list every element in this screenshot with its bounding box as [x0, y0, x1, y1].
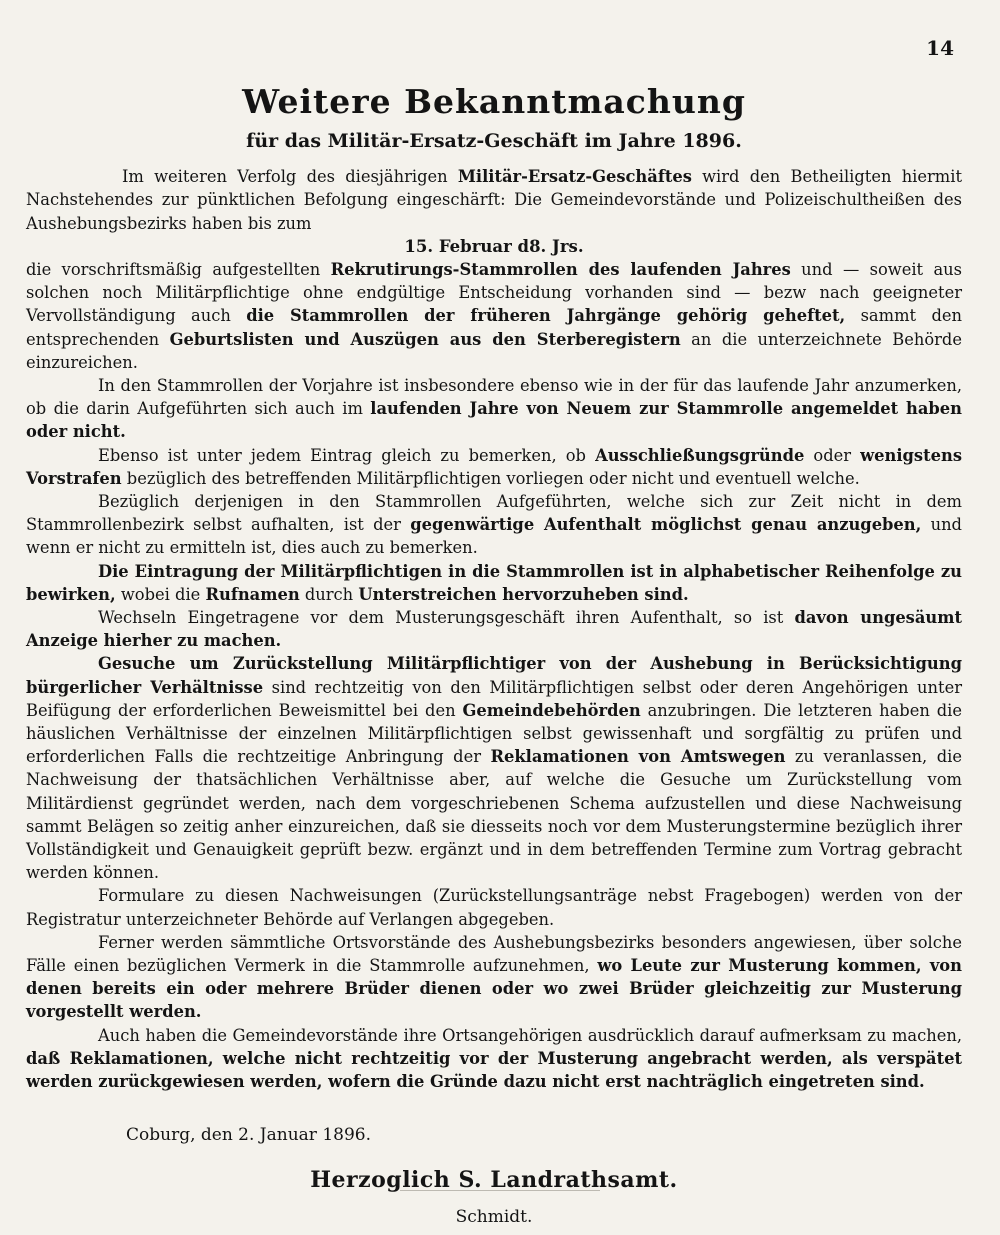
page-number: 14: [926, 36, 954, 60]
paragraph-brueder: Ferner werden sämmtliche Ortsvorstände des Aushebungsbezirks besonders angewiesen, über solche Fälle einen bezüglichen Vermerk in die Stammrolle aufzunehmen, wo Leute zur Musterung kommen, von denen bereits ein oder mehrere Brüder dienen oder wo zwei Brüder gleichzeitig zur Musterung vorgestellt werden.: [26, 932, 962, 1022]
paragraph-stammrollen: die vorschriftsmäßig aufgestellten Rekrutirungs-Stammrollen des laufenden Jahres und — soweit aus solchen noch Militärpflichtige ohne endgültige Entscheidung vorhanden sind — bezw nach geeigneter Vervollständigung auch die Stammrollen der früheren Jahrgänge gehörig geheftet, sammt den entsprechenden Geburtslisten und Auszügen aus den Sterberegistern an die unterzeichnete Behörde einzureichen.: [26, 259, 962, 372]
paragraph-intro: Im weiteren Verfolg des diesjährigen Militär-Ersatz-Geschäftes wird den Betheiligten hiermit Nachstehendes zur pünktlichen Befolgung eingeschärft: Die Gemeindevorstände und Polizeischultheißen des Aushebungsbezirks haben bis zum: [26, 167, 962, 233]
paragraph-gesuche: Gesuche um Zurückstellung Militärpflichtiger von der Aushebung in Berücksichtigung bürgerlicher Verhältnisse sind rechtzeitig von den Militärpflichtigen selbst oder deren Angehörigen unter Beifügung der erforderlichen Beweismittel bei den Gemeindebehörden anzubringen. Die letzteren haben die häuslichen Verhältnisse der einzelnen Militärpflichtigen selbst gewissenhaft und sorgfältig zu prüfen und erforderlichen Falls die rechtzeitige Anbringung der Reklamationen von Amtswegen zu veranlassen, die Nachweisung der thatsächlichen Verhältnisse aber, auf welche die Gesuche um Zurückstellung vom Militärdienst gegründet werden, nach dem vorgeschriebenen Schema aufzustellen und diese Nachweisung sammt Belägen so zeitig anher einzureichen, daß sie diesseits noch vor dem Musterungstermine bezüglich ihrer Vollständigkeit und Genauigkeit geprüft bezw. ergänzt und in dem betreffenden Termine zum Vortrag gebracht werden können.: [26, 654, 962, 883]
paragraph-vorjahre: In den Stammrollen der Vorjahre ist insbesondere ebenso wie in der für das laufende Jahr anzumerken, ob die darin Aufgeführten sich auch im laufenden Jahre von Neuem zur Stammrolle angemeldet haben oder nicht.: [26, 375, 962, 442]
paragraph-reklamationen: Auch haben die Gemeindevorstände ihre Ortsangehörigen ausdrücklich darauf aufmerksam zu machen, daß Reklamationen, welche nicht rechtzeitig vor der Musterung angebracht werden, als verspätet werden zurückgewiesen werden, wofern die Gründe dazu nicht erst nachträglich eingetreten sind.: [26, 1025, 962, 1092]
bottom-rule: [400, 1190, 600, 1191]
issuing-authority: Herzoglich S. Landrathsamt.: [310, 1167, 678, 1194]
signatory-name: Schmidt.: [455, 1207, 533, 1228]
paragraph-eintragung: Die Eintragung der Militärpflichtigen in die Stammrollen ist in alphabetischer Reihenfolge zu bewirken, wobei die Rufnamen durch Unterstreichen hervorzuheben sind.: [26, 561, 962, 604]
paragraph-formulare: Formulare zu diesen Nachweisungen (Zurückstellungsanträge nebst Fragebogen) werden von der Registratur unterzeichneter Behörde auf Verlangen abgegeben.: [26, 886, 962, 929]
place-date: Coburg, den 2. Januar 1896.: [126, 1125, 371, 1146]
paragraph-aufenthalt: Bezüglich derjenigen in den Stammrollen Aufgeführten, welche sich zur Zeit nicht in dem Stammrollenbezirk selbst aufhalten, ist der gegenwärtige Aufenthalt möglichst genau anzugeben, und wenn er nicht zu ermitteln ist, dies auch zu bemerken.: [26, 491, 962, 558]
announcement: [26, 84, 962, 1227]
paragraph-eintrag: Ebenso ist unter jedem Eintrag gleich zu bemerken, ob Ausschließungsgründe oder wenigstens Vorstrafen bezüglich des betreffenden Militärpflichtigen vorliegen oder nicht und eventuell welche.: [26, 445, 962, 488]
paragraph-wechseln: Wechseln Eingetragene vor dem Musterungsgeschäft ihren Aufenthalt, so ist davon ungesäumt Anzeige hierher zu machen.: [26, 607, 962, 651]
page-title: Weitere Bekanntmachung: [242, 82, 746, 121]
signature-block: [26, 1123, 962, 1227]
deadline-date: 15. Februar d8. Jrs.: [404, 236, 584, 256]
page-subtitle: für das Militär-Ersatz-Geschäft im Jahre 1896.: [246, 130, 742, 153]
